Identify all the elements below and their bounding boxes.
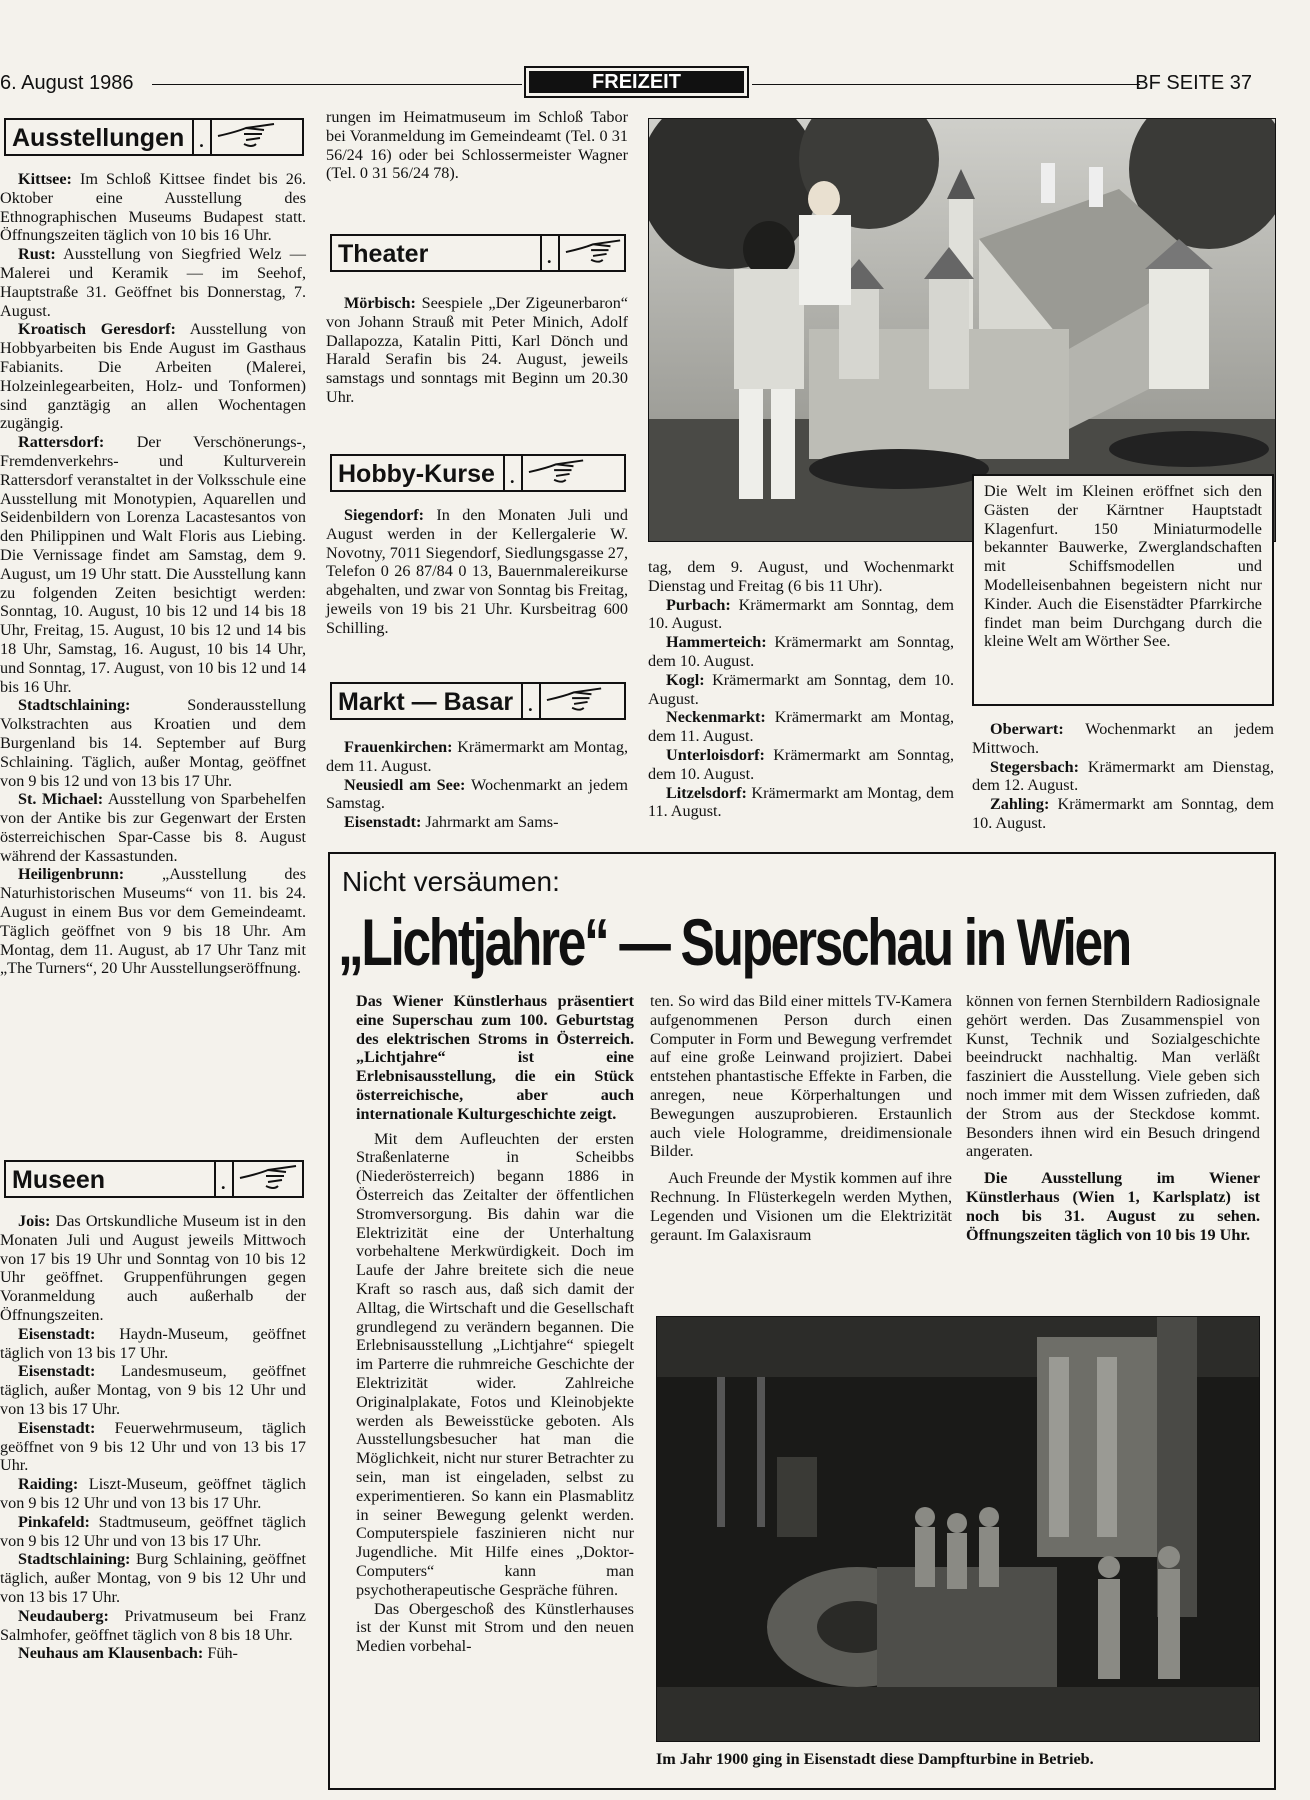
listing-entry: [326, 776, 628, 814]
listing-text: Haydn-Museum, geöffnet täglich von 13 bis 17 Uhr.: [0, 1324, 306, 1362]
markt-list-right: [972, 720, 1274, 833]
listing-place: Siegendorf:: [344, 506, 425, 524]
listing-text: Burg Schlaining, geöffnet täglich, außer Montag, von 9 bis 12 Uhr und von 13 bis 17 Uhr.: [0, 1550, 306, 1606]
listing-entry: [972, 758, 1274, 796]
listing-text: Liszt-Museum, geöffnet täglich von 9 bis 12 Uhr und von 13 bis 17 Uhr.: [0, 1475, 306, 1512]
divider: [542, 236, 560, 270]
listing-place: Pinkafeld:: [18, 1512, 90, 1531]
section-header-markt: [330, 682, 626, 720]
listing-entry: [0, 433, 306, 696]
listing-entry: [0, 245, 306, 320]
listing-text: Füh-: [203, 1644, 238, 1663]
listing-entry: [0, 1607, 306, 1645]
museen-continuation: [326, 108, 628, 183]
listing-entry: [0, 1325, 306, 1363]
listing-entry: [0, 1644, 306, 1663]
listing-entry: [0, 1362, 306, 1418]
listing-place: Eisenstadt:: [18, 1362, 96, 1381]
listing-text: Wochenmarkt an jedem Samstag.: [326, 775, 628, 813]
listing-place: Kogl:: [666, 670, 705, 689]
pointing-hand-icon: [560, 236, 624, 270]
listing-text: Wochenmarkt an jedem Mittwoch.: [972, 720, 1274, 757]
listing-place: Kroatisch Geresdorf:: [18, 320, 176, 339]
listing-entry: [0, 1212, 306, 1325]
header-rule-right: [752, 84, 1140, 85]
listing-entry: [0, 1475, 306, 1513]
feature-body: Das Obergeschoß des Künstlerhauses ist der Kunst mit Strom und den neuen Medien vorbehal-: [356, 1599, 634, 1656]
listing-entry: [0, 1550, 306, 1606]
feature-col-right: [966, 992, 1260, 1244]
listing-entry: [0, 790, 306, 865]
listing-place: St. Michael:: [18, 790, 104, 809]
listing-entry: [972, 795, 1274, 833]
feature-body: Auch Freunde der Mystik kommen auf ihre Rechnung. In Flüsterkegeln werden Mythen, Legenden und Visionen um die Elektrizität geraunt. Im Galaxisraum: [650, 1169, 952, 1244]
theater-list: [326, 294, 628, 407]
listing-place: Jois:: [18, 1212, 51, 1230]
listing-entry: [0, 170, 306, 245]
listing-text: Der Verschönerungs-, Fremdenverkehrs- und Kulturverein Rattersdorf veranstaltet in der Volksschule eine Ausstellung mit Monotypien, Aquarellen und Seidenbildern von Lorenza Lacastesantos von den Philippinen und Walt Floris aus Liebing. Die Vernissage findet am Samstag, dem 9. August, um 19 Uhr statt. Die Ausstellung kann zu folgenden Zeiten besichtigt werden: Sonntag, 10. August, 10 bis 12 und 14 bis 18 Uhr, Freitag, 15. August, 10 bis 12 und 14 bis 18 Uhr, Samstag, 16. August, 10 bis 14 Uhr, und Sonntag, 17. August, von 10 bis 12 und 14 bis 16 Uhr.: [0, 433, 306, 696]
listing-entry: [648, 633, 954, 671]
feature-lead: Das Wiener Künstlerhaus präsentiert eine Superschau zum 100. Geburtstag des elektrischen Stroms in Österreich. „Lichtjahre“ ist eine Erlebnisausstellung, die ein Stück österreichische, aber auch internationale Kulturgeschichte zeigt.: [356, 992, 634, 1123]
listing-text: Krämermarkt am Sonntag, dem 10. August.: [648, 595, 954, 633]
listing-place: Oberwart:: [990, 720, 1064, 738]
section-title: Markt — Basar: [332, 684, 523, 718]
feature-body: ten. So wird das Bild einer mittels TV-Kamera aufgenommenen Person durch einen Computer in Form und Bewegung verfremdet auf eine große Leinwand projiziert. Dabei entstehen phantastische Effekte in Farben, die anregen, neue Körperhaltungen und Bewegungen auszuprobieren. Erstaunlich auch viele Hologramme, dreidimensionale Bilder.: [650, 992, 952, 1161]
listing-entry: [648, 746, 954, 784]
section-title: Hobby-Kurse: [332, 456, 505, 490]
listing-text: Stadtmuseum, geöffnet täglich von 9 bis 12 Uhr und von 13 bis 17 Uhr.: [0, 1512, 306, 1550]
photo-caption: [972, 474, 1274, 706]
listing-text: Privatmuseum bei Franz Salmhofer, geöffnet täglich von 8 bis 18 Uhr.: [0, 1606, 306, 1644]
feature-body: können von fernen Sternbildern Radiosignale gehört werden. Das Zusammenspiel von Kunst, Technik und Sozialgeschichte beeindruckt nachhaltig. Man verläßt fasziniert die Ausstellung. Viele geben sich noch immer mit dem Wissen zufrieden, daß der Strom aus der Steckdose kommt. Besonders ihnen wird ein Besuch dringend angeraten.: [966, 992, 1260, 1161]
paragraph: rungen im Heimatmuseum im Schloß Tabor bei Voranmeldung im Gemeindeamt (Tel. 0 31 56/24 16) oder bei Schlossermeister Wagner (Tel. 0 31 56/24 78).: [326, 108, 628, 183]
issue-date: 6. August 1986: [0, 72, 134, 94]
listing-place: Eisenstadt:: [18, 1324, 96, 1343]
listing-text: Krämermarkt am Sonntag, dem 10. August.: [972, 795, 1274, 832]
listing-entry: [0, 1419, 306, 1475]
listing-text: Krämermarkt am Montag, dem 11. August.: [648, 708, 954, 746]
section-title: Museen: [6, 1162, 216, 1196]
listing-entry: [0, 1513, 306, 1551]
header-rule-left: [152, 84, 522, 85]
section-title: Theater: [332, 236, 542, 270]
listing-place: Neckenmarkt:: [666, 708, 766, 727]
museen-list: [0, 1212, 306, 1663]
markt-list: [326, 738, 628, 832]
listing-place: Eisenstadt:: [344, 813, 422, 832]
listing-place: Heiligenbrunn:: [18, 865, 125, 884]
listing-text: Ausstellung von Hobbyarbeiten bis Ende August im Gasthaus Fabianits. Die Arbeiten (Malerei, Holzeinlegearbeiten, Holz- und Tonformen) sind ganztägig an allen Wochentagen zugängig.: [0, 320, 306, 433]
listing-text: Krämermarkt am Sonntag, dem 10. August.: [648, 745, 954, 783]
listing-text: Krämermarkt am Sonntag, dem 10. August.: [648, 633, 954, 670]
steam-turbine-photo: [656, 1316, 1260, 1742]
feature-headline: „Lichtjahre“ — Superschau in Wien: [338, 905, 1130, 979]
divider: [505, 456, 523, 490]
listing-text: Krämermarkt am Sonntag, dem 10. August.: [648, 670, 954, 708]
section-header-museen: [4, 1160, 304, 1198]
listing-place: Rust:: [18, 245, 56, 264]
listing-text: In den Monaten Juli und August werden in der Kellergalerie W. Novotny, 7011 Siegendorf, Siedlungsgasse 27, Telefon 0 26 87/84 0 13, Bauernmalereikurse abgehalten, und zwar von Sonntag bis Freitag, jeweils von 19 bis 21 Uhr. Kursbeitrag 600 Schilling.: [326, 506, 628, 637]
listing-text: Feuerwehrmuseum, täglich geöffnet von 9 bis 12 Uhr und von 13 bis 17 Uhr.: [0, 1418, 306, 1475]
listing-entry: [326, 738, 628, 776]
listing-place: Neudauberg:: [18, 1606, 109, 1625]
listing-place: Stadtschlaining:: [18, 1550, 131, 1569]
listing-place: Unterloisdorf:: [666, 745, 765, 764]
pointing-hand-icon: [523, 456, 587, 490]
listing-entry: [0, 696, 306, 790]
listing-entry: [326, 294, 628, 407]
listing-place: Stadtschlaining:: [18, 696, 131, 715]
divider: [216, 1162, 234, 1196]
feature-col-middle: [650, 992, 952, 1244]
listing-entry: [648, 784, 954, 822]
listing-text: Krämermarkt am Montag, dem 11. August.: [648, 783, 954, 821]
listing-text: „Ausstellung des Naturhistorischen Museums“ von 11. bis 24. August in einem Bus vor dem Gemeindeamt. Täglich geöffnet von 9 bis 18 Uhr. Am Montag, dem 11. August, ab 17 Uhr Tanz mit „The Turners“, 20 Uhr Ausstellungseröffnung.: [0, 865, 306, 978]
listing-entry: [326, 506, 628, 638]
listing-place: Purbach:: [666, 595, 731, 614]
listing-entry: [648, 596, 954, 634]
divider: [194, 120, 212, 154]
listing-entry: [648, 671, 954, 709]
feature-kicker: Nicht versäumen:: [342, 866, 560, 897]
listing-place: Eisenstadt:: [18, 1418, 96, 1437]
section-title: Ausstellungen: [6, 120, 194, 154]
page-number: BF SEITE 37: [1135, 72, 1252, 94]
listing-text: Ausstellung von Siegfried Welz — Malerei und Keramik — im Seehof, Hauptstraße 31. Geöffnet bis Donnerstag, 7. August.: [0, 245, 306, 320]
feature-body: Mit dem Aufleuchten der ersten Straßenlaterne in Scheibbs (Niederösterreich) begann 1886 in Österreich das Zeitalter der öffentlichen Stromversorgung. Bis dahin war die Elektrizität eine der Unterhaltung vorbehaltene Merkwürdigkeit. Doch im Laufe der Jahre breitete sich die neue Kraft so rasch aus, daß sich damit der Alltag, die Wirtschaft und die Gesellschaft grundlegend zu verändern begannen. Die Erlebnisausstellung „Lichtjahre“ spiegelt im Parterre die ruhmreiche Geschichte der Elektrizität wider. Zahlreiche Originalplakate, Fotos und Kleinobjekte werden als Beweisstücke geboten. Als Ausstellungsbesucher hat man die Möglichkeit, nicht nur sturer Betrachter zu sein, man ist eingeladen, selbst zu experimentieren. So kann ein Plasmablitz in seiner Bewegung gelenkt werden. Computerspiele faszinieren nicht nur Jugendliche. Mit Hilfe eines „Doktor-Computers“ kann man psychotherapeutische Gespräche führen.: [356, 1129, 634, 1599]
turbine-photo-caption: Im Jahr 1900 ging in Eisenstadt diese Dampfturbine in Betrieb.: [656, 1750, 1094, 1768]
listing-place: Zahling:: [990, 795, 1050, 814]
listing-text: Landesmuseum, geöffnet täglich, außer Montag, von 9 bis 12 Uhr und von 13 bis 17 Uhr.: [0, 1362, 306, 1418]
listing-text: Krämermarkt am Dienstag, dem 12. August.: [972, 757, 1274, 795]
listing-place: Stegersbach:: [990, 757, 1080, 776]
feature-col-left: [356, 992, 634, 1656]
listing-place: Raiding:: [18, 1475, 79, 1494]
feature-closing: Die Ausstellung im Wiener Künstlerhaus (Wien 1, Karlsplatz) ist noch bis 31. August zu sehen. Öffnungszeiten täglich von 10 bis 19 Uhr.: [966, 1169, 1260, 1244]
section-header-hobby: [330, 454, 626, 492]
photo-illustration: [657, 1317, 1260, 1742]
listing-entry: [0, 320, 306, 433]
markt-continuation: [648, 558, 954, 821]
listing-text: Seespiele „Der Zigeunerbaron“ von Johann Strauß mit Peter Minich, Adolf Dallapozza, Katalin Pitti, Karl Dönch und Harald Serafin bis 24. August, jeweils samstags und sonntags mit Beginn um 20.30 Uhr.: [326, 294, 628, 406]
listing-place: Neusiedl am See:: [344, 775, 466, 794]
listing-text: Jahrmarkt am Sams-: [421, 813, 559, 832]
listing-entry: [648, 708, 954, 746]
pointing-hand-icon: [234, 1162, 300, 1196]
ausstellungen-list: [0, 170, 306, 978]
listing-text: Ausstellung von Sparbehelfen von der Antike bis zur Gegenwart der Ersten österreichischen Spar-Casse bis 8. August während der Kassastunden.: [0, 790, 307, 865]
listing-place: Frauenkirchen:: [344, 738, 453, 756]
listing-place: Mörbisch:: [344, 294, 416, 312]
section-title: FREIZEIT: [529, 71, 744, 93]
pointing-hand-icon: [212, 120, 278, 154]
listing-text: Im Schloß Kittsee findet bis 26. Oktober eine Ausstellung des Ethnographischen Museums Budapest statt. Öffnungszeiten täglich von 10 bis 16 Uhr.: [0, 170, 306, 245]
listing-entry: [0, 865, 306, 978]
pointing-hand-icon: [541, 684, 605, 718]
divider: [523, 684, 541, 718]
listing-place: Rattersdorf:: [18, 433, 105, 452]
section-banner: [524, 66, 749, 98]
listing-place: Litzelsdorf:: [666, 783, 747, 802]
listing-entry: [972, 720, 1274, 758]
listing-text: Das Ortskundliche Museum ist in den Monaten Juli und August jeweils Mittwoch von 17 bis 19 Uhr und Sonntag von 10 bis 12 Uhr geöffnet. Gruppenführungen gegen Voranmeldung auch außerhalb der Öffnungszeiten.: [0, 1212, 306, 1324]
section-header-ausstellungen: [4, 118, 304, 156]
caption-text: Die Welt im Kleinen eröffnet sich den Gästen der Kärntner Hauptstadt Klagenfurt. 150 Miniaturmodelle bekannter Bauwerke, Zwerglandschaften mit Schiffsmodellen und Modelleisenbahnen begeistern nicht nur Kinder. Auch die Eisenstädter Pfarrkirche findet man beim Durchgang durch die kleine Welt am Wörther See.: [984, 482, 1262, 651]
hobby-list: [326, 506, 628, 638]
listing-text: Sonderausstellung Volkstrachten aus Kroatien und dem Burgenland bis 14. September auf Burg Schlaining. Täglich, außer Montag, geöffnet von 9 bis 12 und von 13 bis 17 Uhr.: [0, 696, 306, 790]
listing-place: Neuhaus am Klausenbach:: [18, 1644, 204, 1663]
listing-text: Krämermarkt am Montag, dem 11. August.: [326, 738, 628, 775]
listing-place: Kittsee:: [18, 170, 72, 188]
section-header-theater: [330, 234, 626, 272]
paragraph: tag, dem 9. August, und Wochenmarkt Dienstag und Freitag (6 bis 11 Uhr).: [648, 558, 954, 595]
listing-entry: [326, 813, 628, 832]
listing-place: Hammerteich:: [666, 633, 767, 652]
